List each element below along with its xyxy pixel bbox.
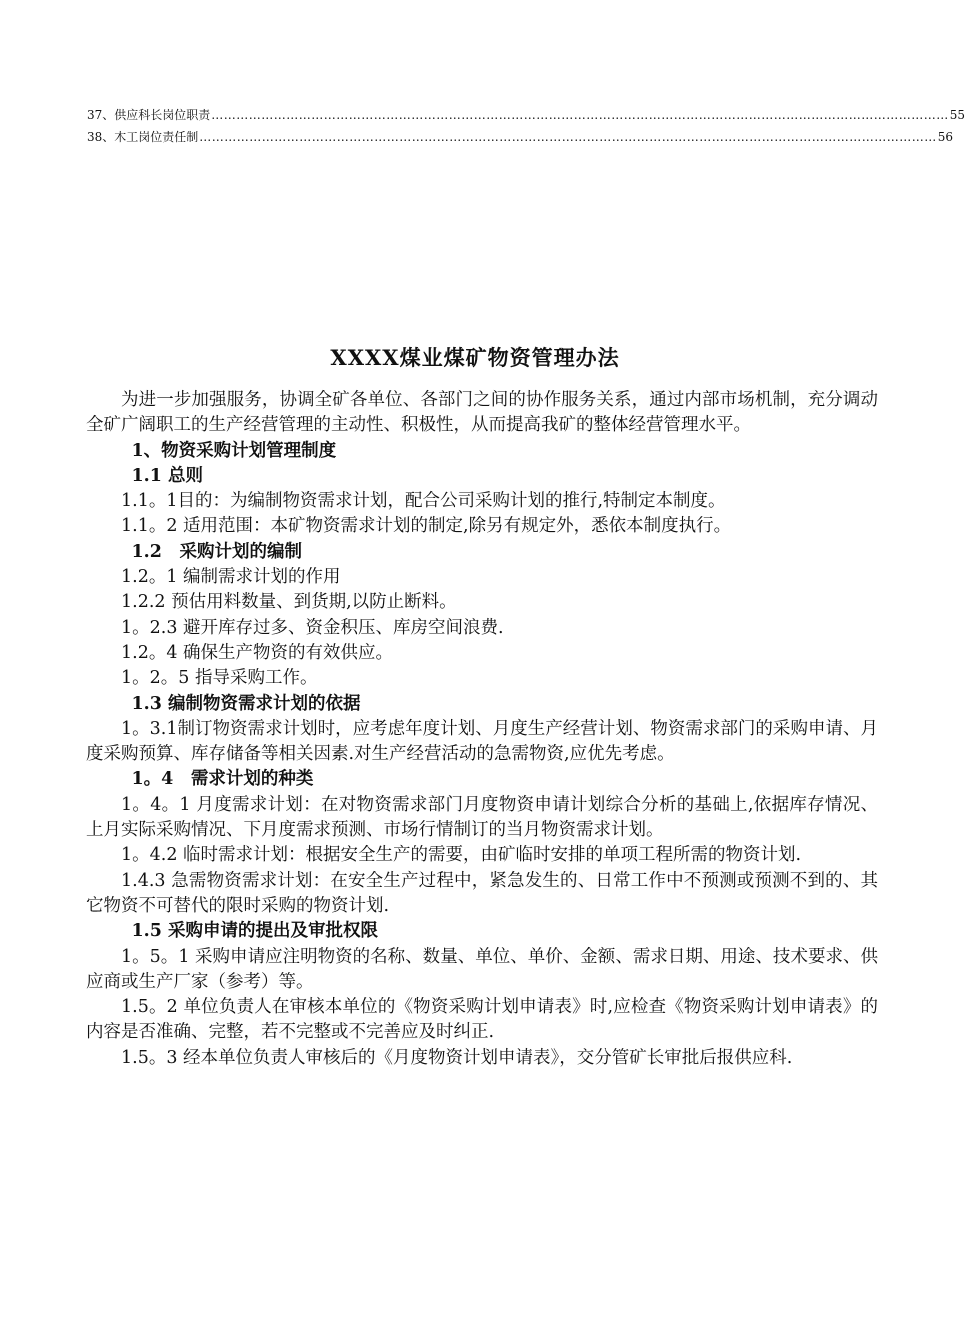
clause-paragraph: 1。5。1 采购申请应注明物资的名称、数量、单位、单价、金额、需求日期、用途、技术要求、供应商或生产厂家（参考）等。 bbox=[86, 946, 878, 992]
subsection-heading: 1.5 采购申请的提出及审批权限 bbox=[131, 921, 379, 942]
subsection-heading: 1.3 编制物资需求计划的依据 bbox=[131, 693, 361, 714]
toc-leader-dots: …………………………………………………………………………………………………………………………………………………………… bbox=[211, 108, 949, 122]
clause-paragraph: 1.2。1 编制需求计划的作用 bbox=[121, 567, 341, 588]
table-of-contents bbox=[87, 104, 965, 148]
subsection-heading: 1.2 采购计划的编制 bbox=[131, 541, 302, 562]
clause-paragraph: 1。4。1 月度需求计划：在对物资需求部门月度物资申请计划综合分析的基础上,依据库存情况、上月实际采购情况、下月度需求预测、市场行情制订的当月物资需求计划。 bbox=[86, 794, 878, 841]
toc-entry[interactable] bbox=[87, 104, 965, 126]
document-body bbox=[86, 388, 878, 1071]
clause-paragraph: 1。2.3 避开库存过多、资金积压、库房空间浪费. bbox=[121, 617, 504, 638]
toc-leader-dots: …………………………………………………………………………………………………………………………………………………………… bbox=[199, 130, 937, 144]
toc-entry-number: 38、 bbox=[87, 130, 115, 144]
clause-paragraph: 1.1。2 适用范围：本矿物资需求计划的制定,除另有规定外，悉依本制度执行。 bbox=[121, 516, 732, 537]
toc-entry[interactable] bbox=[87, 126, 954, 148]
clause-paragraph: 1。2。5 指导采购工作。 bbox=[121, 668, 318, 689]
toc-entry-title: 木工岗位责任制 bbox=[114, 130, 199, 144]
clause-paragraph: 1。3.1制订物资需求计划时，应考虑年度计划、月度生产经营计划、物资需求部门的采购申请、月度采购预算、库存储备等相关因素.对生产经营活动的急需物资,应优先考虑。 bbox=[86, 718, 878, 765]
subsection-heading: 1。4 需求计划的种类 bbox=[131, 769, 314, 790]
clause-paragraph: 1.5。3 经本单位负责人审核后的《月度物资计划申请表》，交分管矿长审批后报供应科. bbox=[121, 1047, 793, 1068]
clause-paragraph: 1.5。2 单位负责人在审核本单位的《物资采购计划申请表》时,应检查《物资采购计划申请表》的内容是否准确、完整，若不完整或不完善应及时纠正. bbox=[86, 997, 878, 1043]
toc-entry-page: 55 bbox=[949, 108, 965, 122]
subsection-heading: 1.1 总则 bbox=[131, 465, 204, 486]
toc-entry-title: 供应科长岗位职责 bbox=[114, 108, 211, 122]
clause-paragraph: 1.2。4 确保生产物资的有效供应。 bbox=[121, 642, 394, 663]
intro-paragraph: 为进一步加强服务，协调全矿各单位、各部门之间的协作服务关系，通过内部市场机制，充分调动全矿广阔职工的生产经营管理的主动性、积极性，从而提高我矿的整体经营管理水平。 bbox=[86, 390, 878, 436]
toc-entry-number: 37、 bbox=[87, 108, 115, 122]
clause-paragraph: 1.4.3 急需物资需求计划：在安全生产过程中，紧急发生的、日常工作中不预测或预测不到的、其它物资不可替代的限时采购的物资计划. bbox=[86, 870, 878, 916]
clause-paragraph: 1。4.2 临时需求计划：根据安全生产的需要，由矿临时安排的单项工程所需的物资计划. bbox=[121, 845, 802, 866]
toc-entry-page: 56 bbox=[937, 130, 954, 144]
section-heading: 1、物资采购计划管理制度 bbox=[131, 440, 337, 461]
clause-paragraph: 1.1。1目的：为编制物资需求计划，配合公司采购计划的推行,特制定本制度。 bbox=[121, 491, 726, 512]
clause-paragraph: 1.2.2 预估用料数量、到货期,以防止断料。 bbox=[121, 592, 457, 613]
document-title: XXXX煤业煤矿物资管理办法 bbox=[330, 345, 620, 370]
